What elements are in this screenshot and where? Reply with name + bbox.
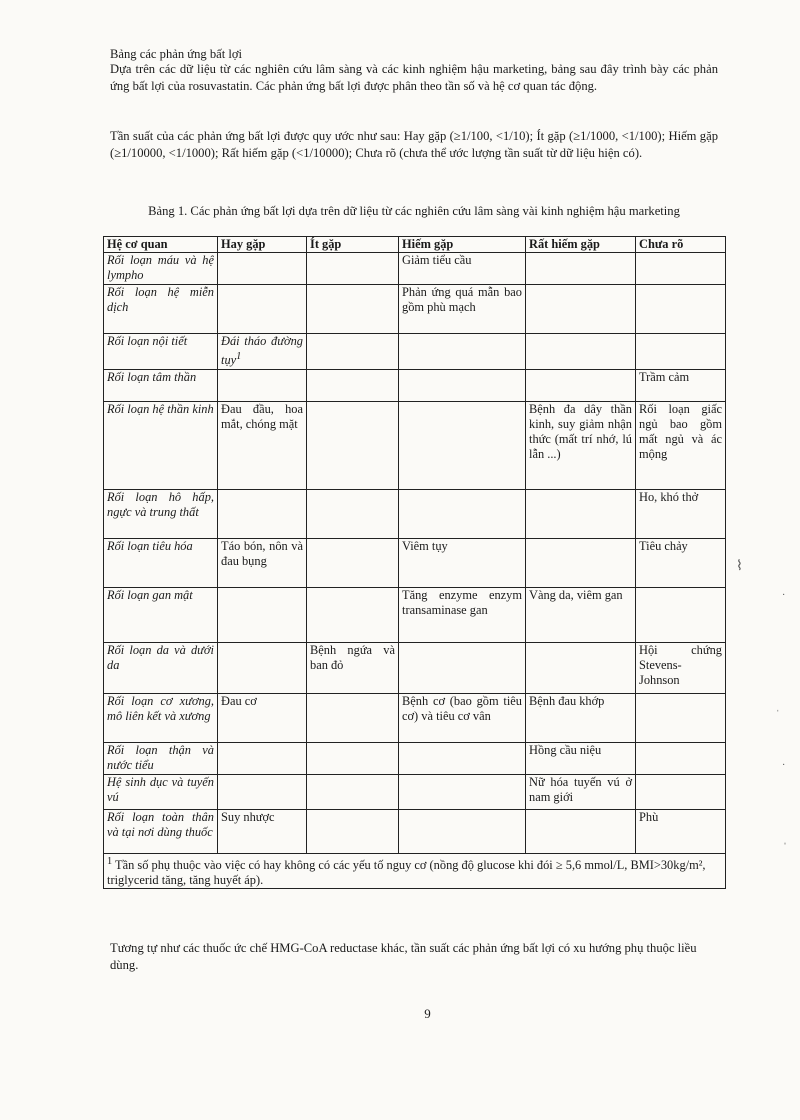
- table-cell: Hội chứng Stevens-Johnson: [636, 642, 726, 693]
- adverse-reactions-table: [103, 236, 726, 889]
- table-cell: [526, 642, 636, 693]
- table-cell: [218, 774, 307, 809]
- page-number: 9: [424, 1006, 431, 1021]
- table-cell: [526, 334, 636, 370]
- table-cell: [307, 774, 399, 809]
- table-cell: [307, 253, 399, 285]
- table-cell: [399, 809, 526, 853]
- table-row: [104, 285, 726, 334]
- header-cell-rare: Hiếm gặp: [399, 237, 526, 253]
- header-cell-common: Hay gặp: [218, 237, 307, 253]
- table-cell: Bệnh đa dây thần kinh, suy giảm nhận thức (mất trí nhớ, lú lẫn ...): [526, 401, 636, 489]
- table-cell: [636, 587, 726, 642]
- header-cell-system: Hệ cơ quan: [104, 237, 218, 253]
- table-cell: Nữ hóa tuyến vú ở nam giới: [526, 774, 636, 809]
- table-cell: [307, 401, 399, 489]
- table-cell: Phù: [636, 809, 726, 853]
- table-row: [104, 489, 726, 538]
- scan-mark: ·: [782, 760, 786, 771]
- table-cell: [307, 369, 399, 401]
- table-row: [104, 587, 726, 642]
- frequency-paragraph: Tần suất của các phản ứng bất lợi được quy ước như sau: Hay gặp (≥1/100, <1/10); Ít gặp (≥1/1000, <1/100); Hiếm gặp (≥1/10000, <1/1000); Rất hiếm gặp (<1/10000); Chưa rõ (chưa thể ước lượng tần suất từ dữ liệu hiện có).: [110, 129, 718, 160]
- table-cell: [636, 742, 726, 774]
- organ-system-cell: Rối loạn da và dưới da: [104, 642, 218, 693]
- table-cell: Viêm tụy: [399, 538, 526, 587]
- table-row: [104, 401, 726, 489]
- table-cell: [636, 285, 726, 334]
- table-cell: [307, 693, 399, 742]
- footnote-text: Tần số phụ thuộc vào việc có hay không có các yếu tố nguy cơ (nồng độ glucose khi đói ≥ 5,6 mmol/L, BMI>30kg/m², triglycerid tăng, tăng huyết áp).: [107, 857, 706, 888]
- organ-system-cell: Rối loạn tâm thần: [104, 369, 218, 401]
- table-cell: [218, 369, 307, 401]
- header-cell-unknown: Chưa rõ: [636, 237, 726, 253]
- table-cell: Suy nhược: [218, 809, 307, 853]
- organ-system-cell: Rối loạn thận và nước tiểu: [104, 742, 218, 774]
- header-cell-uncommon: Ít gặp: [307, 237, 399, 253]
- table-row: [104, 369, 726, 401]
- table-cell: [307, 538, 399, 587]
- header-cell-very-rare: Rất hiếm gặp: [526, 237, 636, 253]
- organ-system-cell: Rối loạn cơ xương, mô liên kết và xương: [104, 693, 218, 742]
- table-cell: [636, 774, 726, 809]
- table-row: [104, 538, 726, 587]
- table-cell: [307, 587, 399, 642]
- table-cell: [399, 401, 526, 489]
- table-row: [104, 253, 726, 285]
- table-cell: [399, 334, 526, 370]
- table-cell: [636, 693, 726, 742]
- table-cell: [399, 369, 526, 401]
- table-cell: Táo bón, nôn và đau bụng: [218, 538, 307, 587]
- table-cell: [526, 285, 636, 334]
- table-cell: [218, 742, 307, 774]
- scan-mark: ˈ: [783, 840, 787, 854]
- intro-paragraph: Dựa trên các dữ liệu từ các nghiên cứu lâm sàng và các kinh nghiệm hậu marketing, bảng sau đây trình bày các phản ứng bất lợi của rosuvastatin. Các phản ứng bất lợi được phân theo tần số và hệ cơ quan tác động.: [110, 62, 718, 93]
- footnote-ref: 1: [236, 351, 242, 363]
- table-cell: [307, 334, 399, 370]
- table-cell: Tiêu chảy: [636, 538, 726, 587]
- table-cell: [526, 369, 636, 401]
- table-cell: [218, 253, 307, 285]
- table-cell: Đau cơ: [218, 693, 307, 742]
- table-footnote: [104, 853, 726, 889]
- table-cell: [218, 285, 307, 334]
- table-cell: [526, 253, 636, 285]
- table-cell: [526, 489, 636, 538]
- organ-system-cell: Rối loạn toàn thân và tại nơi dùng thuốc: [104, 809, 218, 853]
- scan-mark: ⌇: [736, 559, 743, 574]
- organ-system-cell: Rối loạn hệ miễn dịch: [104, 285, 218, 334]
- scan-mark: ·: [782, 590, 786, 601]
- table-cell: [526, 538, 636, 587]
- table-row: [104, 693, 726, 742]
- table-row: [104, 809, 726, 853]
- table-cell: [399, 642, 526, 693]
- organ-system-cell: Rối loạn máu và hệ lympho: [104, 253, 218, 285]
- organ-system-cell: Hệ sinh dục và tuyến vú: [104, 774, 218, 809]
- table-caption: Bảng 1. Các phản ứng bất lợi dựa trên dữ liệu từ các nghiên cứu lâm sàng vài kinh nghiệm hậu marketing: [148, 204, 680, 218]
- table-cell: Trầm cảm: [636, 369, 726, 401]
- table-cell: [218, 334, 307, 370]
- table-row: [104, 334, 726, 370]
- table-cell: Giảm tiểu cầu: [399, 253, 526, 285]
- table-cell: [636, 253, 726, 285]
- cell-text: Đái tháo đường tụy: [221, 334, 303, 368]
- table-cell: Hồng cầu niệu: [526, 742, 636, 774]
- organ-system-cell: Rối loạn nội tiết: [104, 334, 218, 370]
- table-cell: Ho, khó thở: [636, 489, 726, 538]
- scan-mark: ˌ: [776, 700, 780, 712]
- organ-system-cell: Rối loạn hệ thần kinh: [104, 401, 218, 489]
- organ-system-cell: Rối loạn hô hấp, ngực và trung thất: [104, 489, 218, 538]
- table-row: [104, 774, 726, 809]
- table-cell: [399, 489, 526, 538]
- table-cell: [526, 809, 636, 853]
- section-heading: Bảng các phản ứng bất lợi: [110, 47, 243, 61]
- organ-system-cell: Rối loạn gan mật: [104, 587, 218, 642]
- table-cell: [399, 742, 526, 774]
- table-cell: [218, 489, 307, 538]
- table-cell: [218, 587, 307, 642]
- organ-system-cell: Rối loạn tiêu hóa: [104, 538, 218, 587]
- table-cell: [218, 642, 307, 693]
- table-cell: Rối loạn giấc ngủ bao gồm mất ngủ và ác mộng: [636, 401, 726, 489]
- closing-paragraph: Tương tự như các thuốc ức chế HMG-CoA reductase khác, tần suất các phản ứng bất lợi có xu hướng phụ thuộc liều dùng.: [110, 941, 697, 972]
- table-cell: [307, 809, 399, 853]
- table-footnote-row: [104, 853, 726, 889]
- table-cell: Đau đầu, hoa mắt, chóng mặt: [218, 401, 307, 489]
- table-row: [104, 642, 726, 693]
- table-cell: [636, 334, 726, 370]
- table-row: [104, 742, 726, 774]
- table-cell: [307, 285, 399, 334]
- table-cell: Phản ứng quá mẫn bao gồm phù mạch: [399, 285, 526, 334]
- table-cell: Tăng enzyme enzym transaminase gan: [399, 587, 526, 642]
- table-cell: Bệnh ngứa và ban đỏ: [307, 642, 399, 693]
- table-cell: Bệnh đau khớp: [526, 693, 636, 742]
- table-cell: [307, 489, 399, 538]
- table-cell: [399, 774, 526, 809]
- table-cell: [307, 742, 399, 774]
- table-header-row: [104, 237, 726, 253]
- table-cell: Bệnh cơ (bao gồm tiêu cơ) và tiêu cơ vân: [399, 693, 526, 742]
- footnote-marker: 1: [107, 855, 113, 867]
- table-cell: Vàng da, viêm gan: [526, 587, 636, 642]
